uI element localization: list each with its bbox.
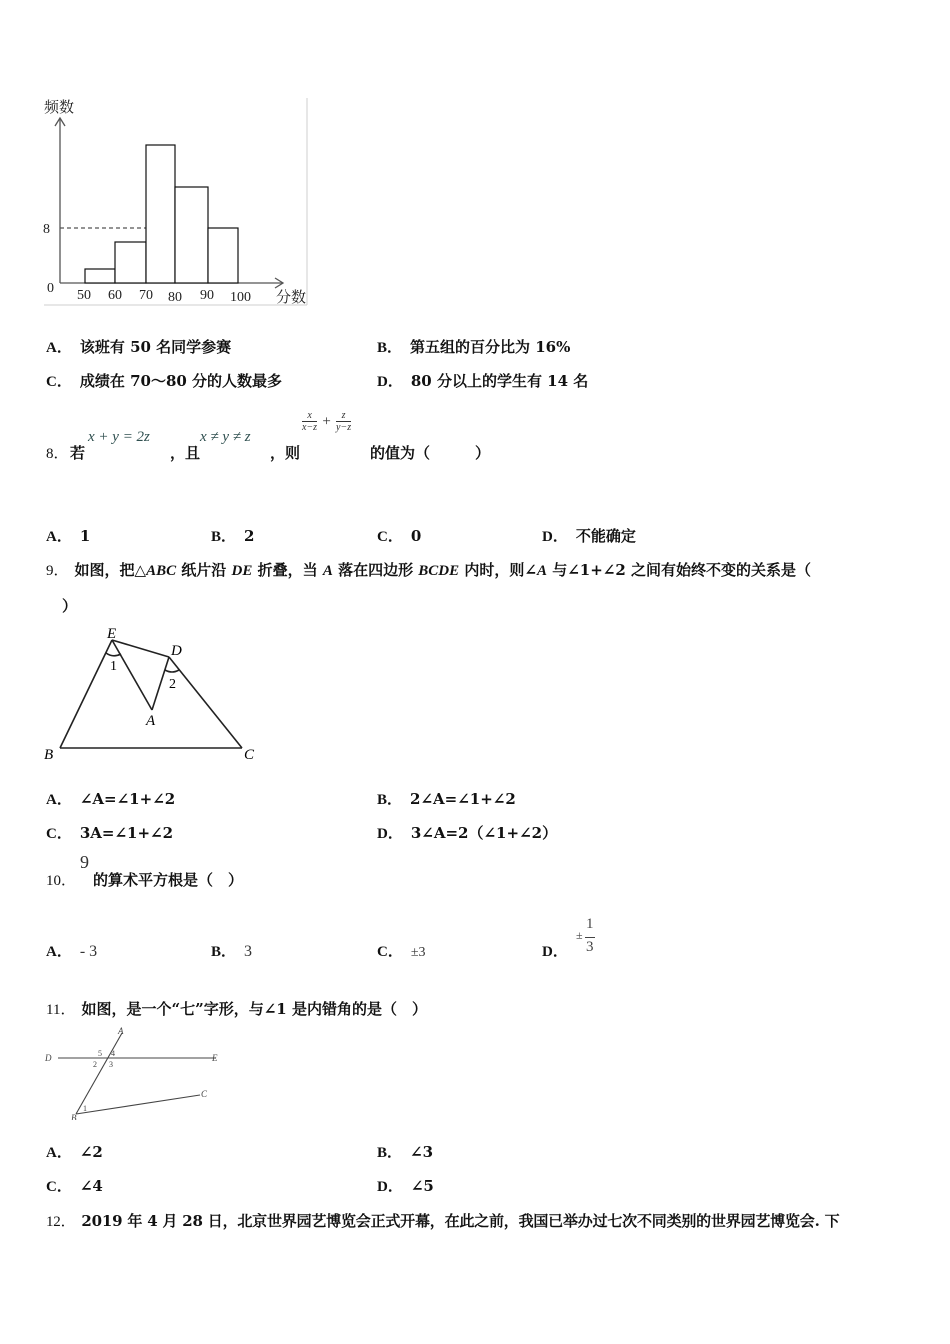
question-12 bbox=[46, 1210, 839, 1231]
histogram-chart bbox=[0, 0, 340, 320]
option-label: A． bbox=[46, 1145, 72, 1161]
x-tick: 90 bbox=[200, 288, 214, 303]
question-text: 如图，是一个“七”字形，与∠1 是内错角的是（ ） bbox=[81, 1000, 427, 1018]
y-axis-label: 频数 bbox=[44, 100, 75, 116]
numerator: z bbox=[341, 410, 346, 421]
option-label: D． bbox=[377, 1179, 403, 1195]
q10-option-c[interactable] bbox=[377, 940, 426, 961]
option-label: B． bbox=[377, 340, 403, 356]
option-text: 3A=∠1+∠2 bbox=[79, 824, 174, 842]
option-label: B． bbox=[377, 1145, 403, 1161]
label-a: A bbox=[146, 713, 156, 729]
option-text: 3 bbox=[244, 943, 253, 960]
option-text: 2∠A=∠1+∠2 bbox=[410, 790, 516, 808]
q11-option-a[interactable] bbox=[46, 1141, 103, 1162]
math-var: DE bbox=[231, 563, 253, 579]
question-text: 的值为（ ） bbox=[370, 444, 491, 462]
option-label: A． bbox=[46, 529, 72, 545]
q10-option-a[interactable] bbox=[46, 940, 97, 961]
question-text: ，且 bbox=[170, 444, 201, 462]
option-text: 成绩在 70～80 分的人数最多 bbox=[79, 372, 283, 390]
question-text: 如图，把△ bbox=[74, 561, 147, 579]
histogram-bar bbox=[175, 187, 208, 283]
option-label: D． bbox=[542, 529, 568, 545]
x-tick: 100 bbox=[230, 290, 251, 305]
question-text: ） bbox=[62, 597, 78, 615]
label-b: B bbox=[44, 747, 54, 763]
option-text: 1 bbox=[79, 527, 91, 545]
denominator: x−z bbox=[302, 422, 318, 433]
option-text: ∠A=∠1+∠2 bbox=[79, 790, 176, 808]
label-angle-1: 1 bbox=[110, 659, 117, 674]
label-d: D bbox=[45, 1053, 52, 1063]
q10-option-b[interactable] bbox=[211, 940, 252, 961]
label-angle-5: 5 bbox=[98, 1049, 102, 1058]
question-text: 的算术平方根是（ ） bbox=[93, 871, 244, 889]
label-c: C bbox=[244, 747, 255, 763]
q10-option-d[interactable] bbox=[542, 916, 594, 961]
label-d: D bbox=[171, 643, 182, 659]
y-tick-0: 0 bbox=[47, 281, 54, 296]
q11-option-d[interactable] bbox=[377, 1175, 434, 1196]
option-label: B． bbox=[211, 529, 237, 545]
q7-option-b[interactable] bbox=[377, 336, 570, 357]
option-text: ∠2 bbox=[79, 1143, 103, 1161]
option-label: C． bbox=[46, 374, 72, 390]
option-text: ±3 bbox=[410, 945, 426, 960]
folded-triangle-figure bbox=[40, 620, 270, 770]
option-label: C． bbox=[46, 826, 72, 842]
label-angle-2: 2 bbox=[93, 1060, 97, 1069]
option-label: B． bbox=[211, 944, 237, 960]
option-text: - 3 bbox=[79, 943, 98, 960]
question-text: 内时，则∠ bbox=[459, 561, 537, 579]
label-c: C bbox=[201, 1089, 208, 1099]
option-text: 不能确定 bbox=[575, 527, 636, 545]
question-text: 折叠，当 bbox=[252, 561, 323, 579]
numerator: 1 bbox=[586, 916, 594, 932]
question-11 bbox=[46, 998, 427, 1019]
option-label: D． bbox=[377, 374, 403, 390]
math-var: BCDE bbox=[418, 563, 460, 579]
question-number: 12． bbox=[46, 1214, 76, 1230]
option-text: ∠4 bbox=[79, 1177, 103, 1195]
q9-option-b[interactable] bbox=[377, 788, 516, 809]
math-var: A bbox=[322, 563, 333, 579]
fraction-expression bbox=[302, 410, 351, 433]
question-text: 纸片沿 bbox=[176, 561, 232, 579]
question-text: 若 bbox=[70, 444, 86, 462]
option-text: 第五组的百分比为 16% bbox=[410, 338, 571, 356]
fraction-option bbox=[576, 916, 606, 960]
q7-option-a[interactable] bbox=[46, 336, 231, 357]
question-text: 落在四边形 bbox=[332, 561, 419, 579]
option-label: C． bbox=[46, 1179, 72, 1195]
label-angle-2: 2 bbox=[169, 677, 176, 692]
q9-option-c[interactable] bbox=[46, 822, 173, 843]
plus-sign: + bbox=[322, 413, 331, 430]
q11-option-b[interactable] bbox=[377, 1141, 433, 1162]
equation-2: x ≠ y ≠ z bbox=[200, 429, 251, 445]
option-label: A． bbox=[46, 944, 72, 960]
question-text: ，则 bbox=[270, 444, 301, 462]
label-e: E bbox=[107, 626, 117, 642]
option-text: 0 bbox=[410, 527, 422, 545]
q9-option-d[interactable] bbox=[377, 822, 557, 843]
question-9 bbox=[46, 559, 811, 580]
math-var: A bbox=[536, 563, 547, 579]
question-number: 10． bbox=[46, 873, 77, 889]
x-tick: 50 bbox=[77, 288, 91, 303]
x-tick: 80 bbox=[168, 290, 182, 305]
question-number: 9． bbox=[46, 563, 69, 579]
option-label: A． bbox=[46, 792, 72, 808]
q8-option-a[interactable] bbox=[46, 525, 90, 546]
option-label: D． bbox=[377, 826, 403, 842]
x-axis-label: 分数 bbox=[276, 290, 307, 306]
histogram-bar bbox=[115, 242, 146, 283]
label-e: E bbox=[212, 1053, 218, 1063]
label-angle-4: 4 bbox=[111, 1049, 115, 1058]
option-text: ∠3 bbox=[410, 1143, 434, 1161]
question-text: 2019 年 4 月 28 日，北京世界园艺博览会正式开幕，在此之前，我国已举办过七次不同类别的世界园艺博览会. 下 bbox=[81, 1212, 840, 1230]
x-tick: 70 bbox=[139, 288, 153, 303]
equation-1: x + y = 2z bbox=[88, 429, 150, 445]
option-text: 3∠A=2（∠1+∠2） bbox=[410, 824, 558, 842]
denominator: 3 bbox=[586, 939, 594, 955]
option-text: 该班有 50 名同学参赛 bbox=[79, 338, 232, 356]
question-text: 与∠1+∠2 之间有始终不变的关系是（ bbox=[546, 561, 811, 579]
label-angle-1: 1 bbox=[83, 1104, 87, 1113]
question-number: 11． bbox=[46, 1002, 76, 1018]
option-label: C． bbox=[377, 529, 403, 545]
x-tick: 60 bbox=[108, 288, 122, 303]
q7-option-d[interactable] bbox=[377, 370, 588, 391]
seven-shape-figure bbox=[40, 1025, 240, 1120]
question-9-line-2 bbox=[62, 595, 77, 616]
option-label: A． bbox=[46, 340, 72, 356]
y-tick-8: 8 bbox=[43, 222, 50, 237]
option-label: D． bbox=[542, 944, 568, 960]
denominator: y−z bbox=[336, 422, 352, 433]
histogram-bar bbox=[208, 228, 238, 283]
option-label: B． bbox=[377, 792, 403, 808]
histogram-bar bbox=[85, 269, 115, 283]
option-text: ∠5 bbox=[410, 1177, 434, 1195]
radicand: 9 bbox=[80, 852, 89, 872]
question-number: 8． bbox=[46, 446, 69, 462]
option-text: 2 bbox=[244, 527, 255, 545]
option-label: C． bbox=[377, 944, 403, 960]
q7-option-c[interactable] bbox=[46, 370, 282, 391]
q8-option-d[interactable] bbox=[542, 525, 636, 546]
option-text: 80 分以上的学生有 14 名 bbox=[410, 372, 589, 390]
histogram-bar bbox=[146, 145, 175, 283]
q9-option-a[interactable] bbox=[46, 788, 175, 809]
label-b: B bbox=[71, 1113, 77, 1120]
math-var: ABC bbox=[146, 563, 177, 579]
q8-option-c[interactable] bbox=[377, 525, 421, 546]
plus-minus: ± bbox=[576, 928, 583, 942]
q11-option-c[interactable] bbox=[46, 1175, 103, 1196]
numerator: x bbox=[307, 410, 312, 421]
label-angle-3: 3 bbox=[109, 1060, 113, 1069]
label-a: A bbox=[118, 1026, 124, 1036]
q8-option-b[interactable] bbox=[211, 525, 254, 546]
